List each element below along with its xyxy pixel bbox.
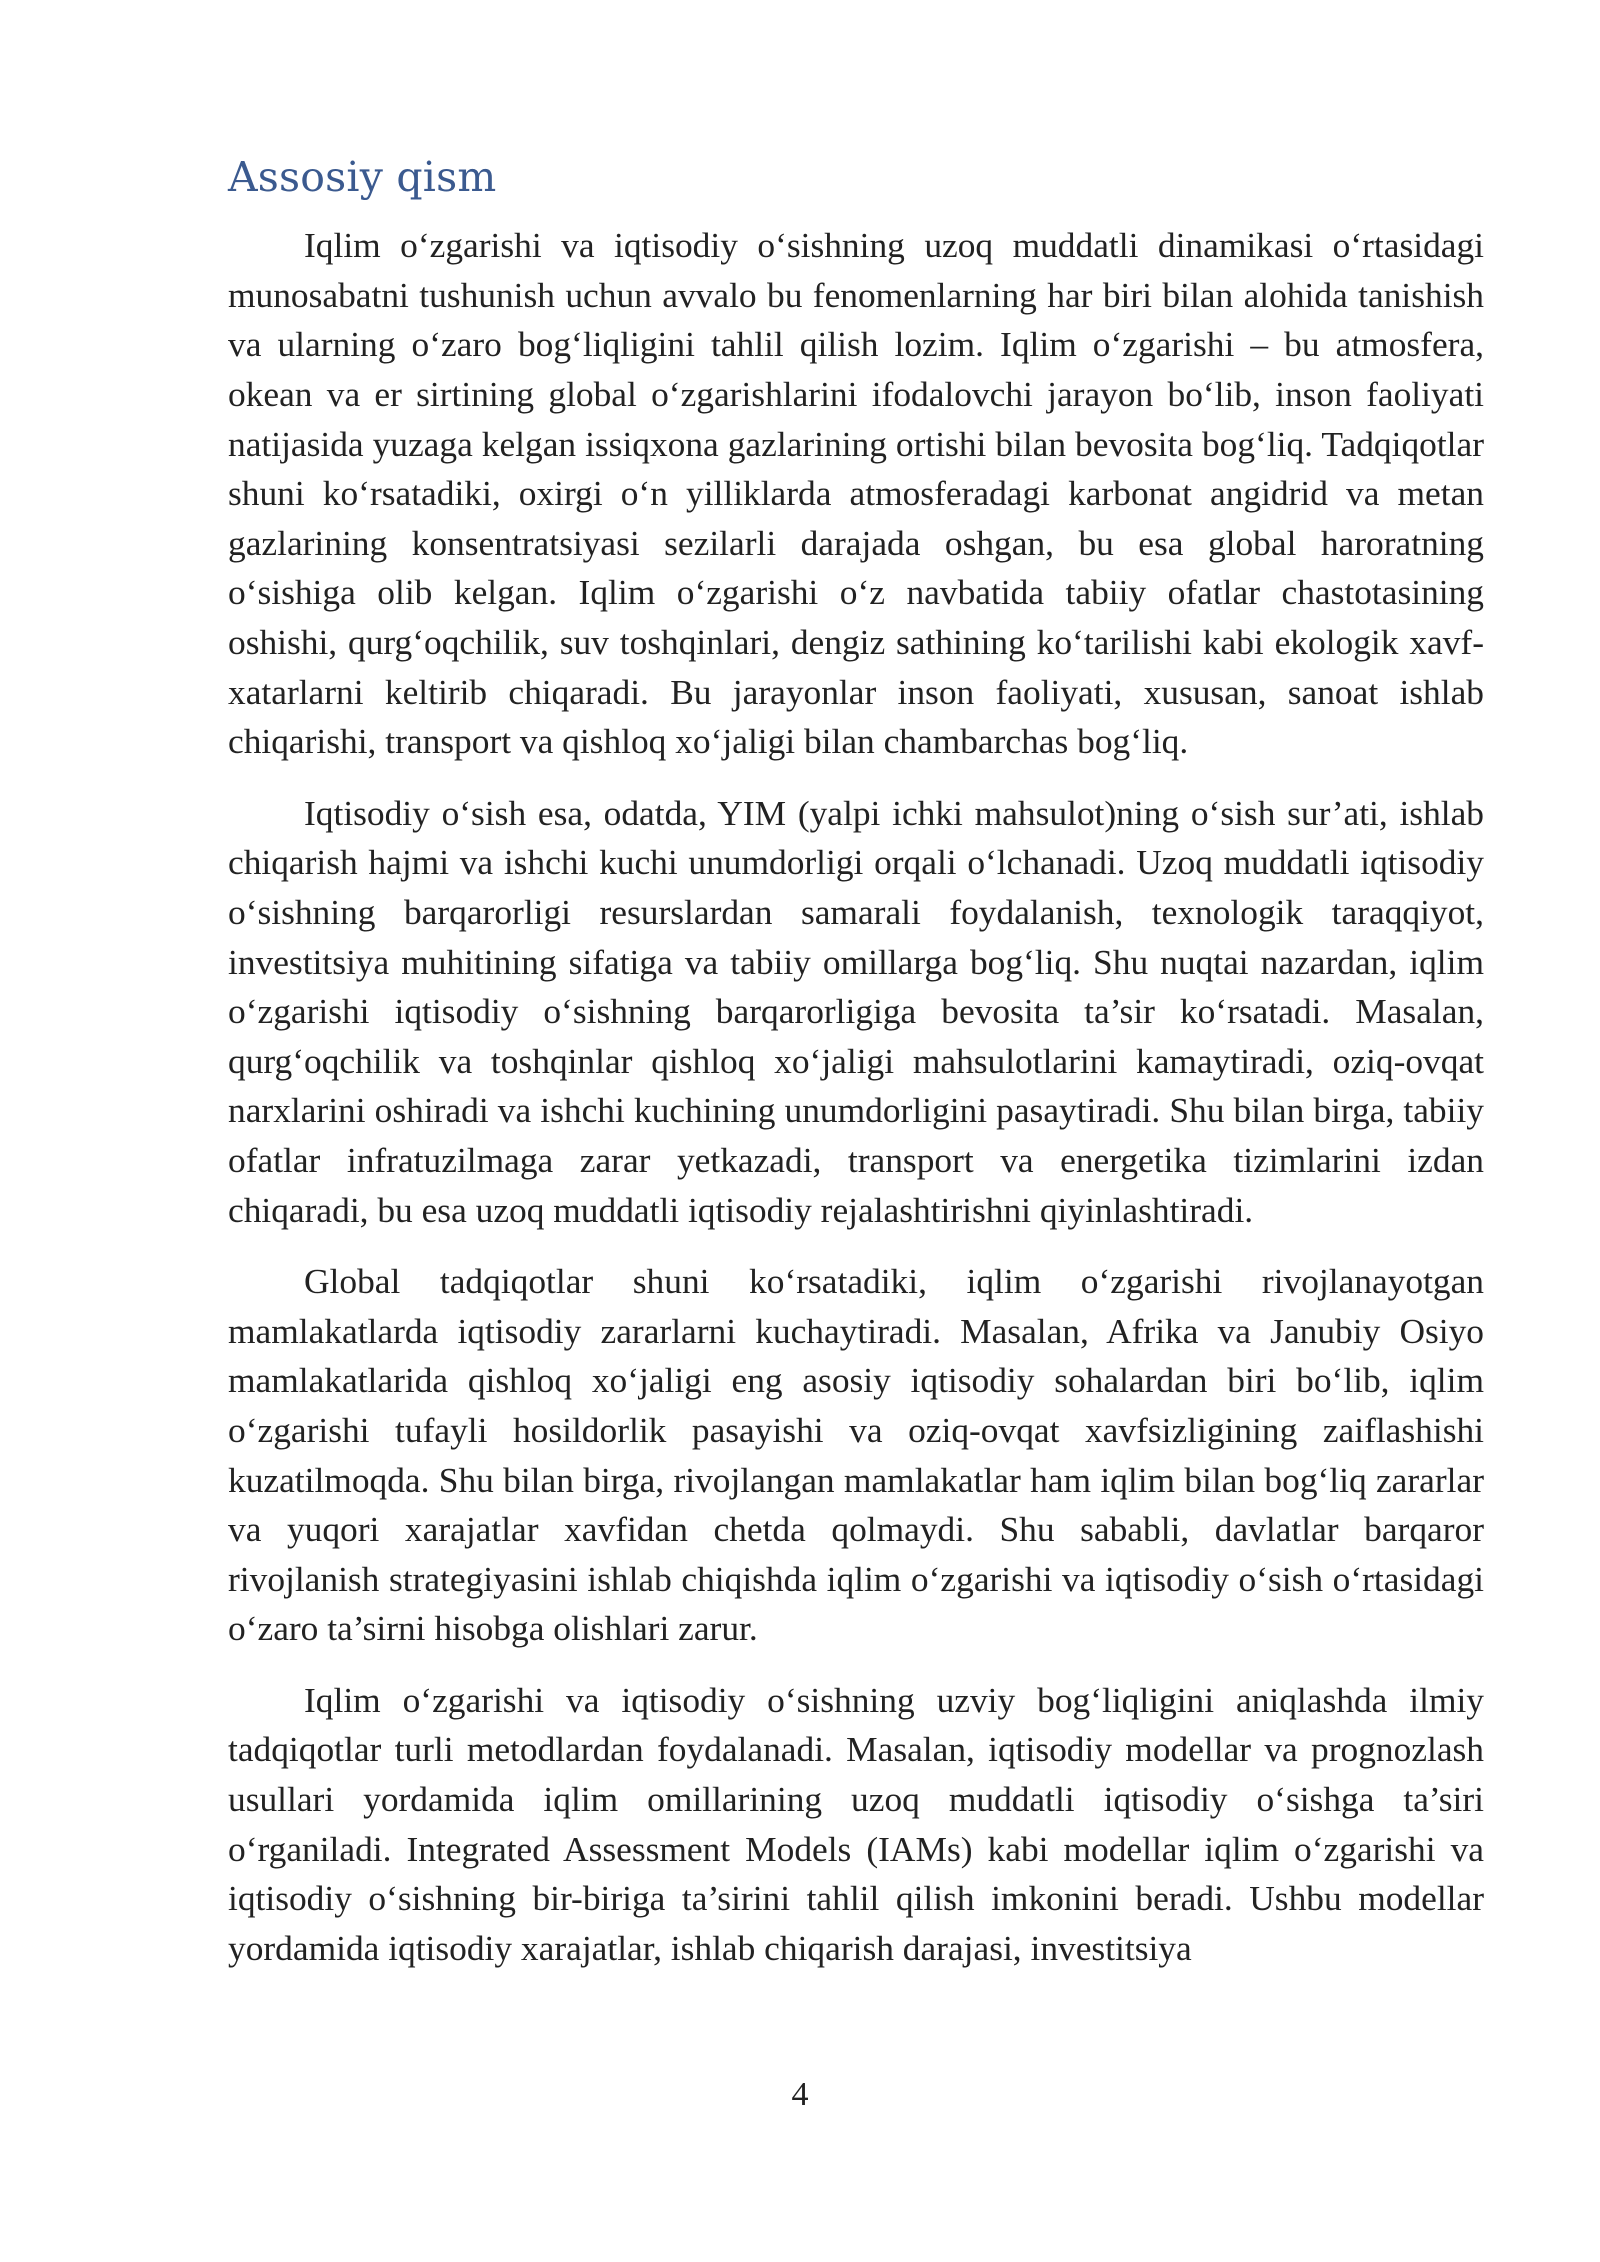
page-number: 4 [791,2076,809,2113]
page-body [228,152,1484,1995]
paragraph-2: Iqtisodiy o‘sish esa, odatda, YIM (yalpi ichki mahsulot)ning o‘sish sur’ati, ishlab chiqarish hajmi va ishchi kuchi unumdorligi orqali o‘lchanadi. Uzoq muddatli iqtisodiy o‘sishning barqarorligi resurslardan samarali foydalanish, texnologik taraqqiyot, investitsiya muhitining sifatiga va tabiiy omillarga bog‘liq. Shu nuqtai nazardan, iqlim o‘zgarishi iqtisodiy o‘sishning barqarorligiga bevosita ta’sir ko‘rsatadi. Masalan, qurg‘oqchilik va toshqinlar qishloq xo‘jaligi mahsulotlarini kamaytiradi, oziq-ovqat narxlarini oshiradi va ishchi kuchining unumdorligini pasaytiradi. Shu bilan birga, tabiiy ofatlar infratuzilmaga zarar yetkazadi, transport va energetika tizimlarini izdan chiqaradi, bu esa uzoq muddatli iqtisodiy rejalashtirishni qiyinlashtiradi. [228,792,1484,1230]
paragraph-4: Iqlim o‘zgarishi va iqtisodiy o‘sishning uzviy bog‘liqligini aniqlashda ilmiy tadqiqotlar turli metodlardan foydalanadi. Masalan, iqtisodiy modellar va prognozlash usullari yordamida iqlim omillarining uzoq muddatli iqtisodiy o‘sishga ta’siri o‘rganiladi. Integrated Assessment Models (IAMs) kabi modellar iqlim o‘zgarishi va iqtisodiy o‘sishning bir-biriga ta’sirini tahlil qilish imkonini beradi. Ushbu modellar yordamida iqtisodiy xarajatlar, ishlab chiqarish darajasi, investitsiya [228,1679,1484,1968]
paragraph-1: Iqlim o‘zgarishi va iqtisodiy o‘sishning uzoq muddatli dinamikasi o‘rtasidagi munosabatni tushunish uchun avvalo bu fenomenlarning har biri bilan alohida tanishish va ularning o‘zaro bog‘liqligini tahlil qilish lozim. Iqlim o‘zgarishi – bu atmosfera, okean va er sirtining global o‘zgarishlarini ifodalovchi jarayon bo‘lib, inson faoliyati natijasida yuzaga kelgan issiqxona gazlarining ortishi bilan bevosita bog‘liq. Tadqiqotlar shuni ko‘rsatadiki, oxirgi o‘n yilliklarda atmosferadagi karbonat angidrid va metan gazlarining konsentratsiyasi sezilarli darajada oshgan, bu esa global haroratning o‘sishiga olib kelgan. Iqlim o‘zgarishi o‘z navbatida tabiiy ofatlar chastotasining oshishi, qurg‘oqchilik, suv toshqinlari, dengiz sathining ko‘tarilishi kabi ekologik xavf-xatarlarni keltirib chiqaradi. Bu jarayonlar inson faoliyati, xususan, sanoat ishlab chiqarishi, transport va qishloq xo‘jaligi bilan chambarchas bog‘liq. [228,225,1484,762]
section-heading: Assosiy qism [228,153,497,201]
paragraph-3: Global tadqiqotlar shuni ko‘rsatadiki, iqlim o‘zgarishi rivojlanayotgan mamlakatlarda iqtisodiy zararlarni kuchaytiradi. Masalan, Afrika va Janubiy Osiyo mamlakatlarida qishloq xo‘jaligi eng asosiy iqtisodiy sohalardan biri bo‘lib, iqlim o‘zgarishi tufayli hosildorlik pasayishi va oziq-ovqat xavfsizligining zaiflashishi kuzatilmoqda. Shu bilan birga, rivojlangan mamlakatlar ham iqlim bilan bog‘liq zararlar va yuqori xarajatlar xavfidan chetda qolmaydi. Shu sababli, davlatlar barqaror rivojlanish strategiyasini ishlab chiqishda iqlim o‘zgarishi va iqtisodiy o‘sish o‘rtasidagi o‘zaro ta’sirni hisobga olishlari zarur. [228,1261,1484,1649]
